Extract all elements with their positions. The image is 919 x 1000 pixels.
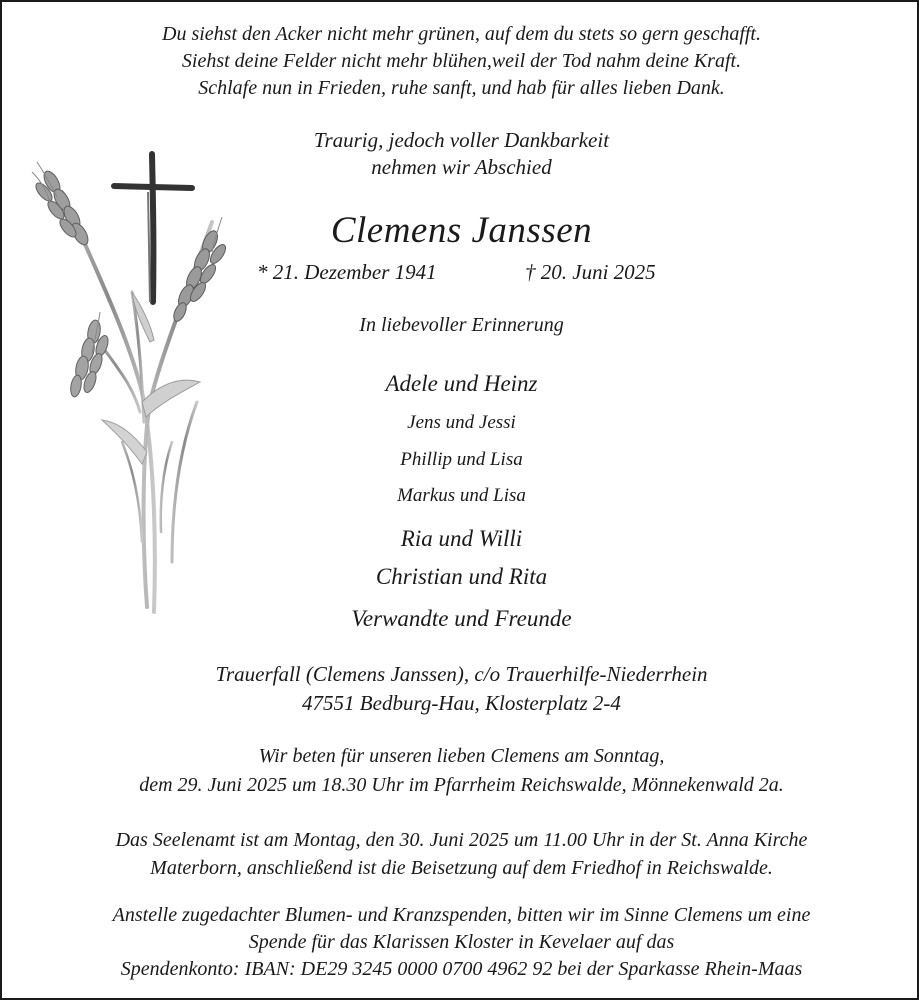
mourner-family-3: Christian und Rita	[375, 564, 548, 589]
requiem-line-1: Das Seelenamt ist am Montag, den 30. Juni 2025 um 11.00 Uhr in der St. Anna Kirche	[115, 829, 808, 851]
poem-line-1: Du siehst den Acker nicht mehr grünen, auf dem du stets so gern geschafft.	[162, 23, 761, 45]
mourner-relatives: Verwandte und Freunde	[351, 606, 572, 631]
deceased-name: Clemens Janssen	[330, 210, 593, 251]
intro-line-1: Traurig, jedoch voller Dankbarkeit	[313, 128, 610, 152]
mourner-family-1-child-3: Markus und Lisa	[397, 485, 526, 506]
memory-line: In liebevoller Erinnerung	[359, 314, 564, 336]
death-date: † 20. Juni 2025	[525, 260, 656, 284]
donation-line-3: Spendenkonto: IBAN: DE29 3245 0000 0700 4962 92 bei der Sparkasse Rhein-Maas	[120, 958, 803, 980]
requiem-line-2: Materborn, anschließend ist die Beisetzung auf dem Friedhof in Reichswalde.	[150, 857, 773, 879]
mourner-family-2: Ria und Willi	[400, 526, 523, 551]
mourner-family-1-child-1: Jens und Jessi	[407, 412, 516, 433]
cross-with-wheat-icon	[22, 142, 232, 622]
prayer-line-1: Wir beten für unseren lieben Clemens am Sonntag,	[258, 745, 665, 767]
donation-line-2: Spende für das Klarissen Kloster in Kevelaer auf das	[248, 931, 675, 953]
address-line-2: 47551 Bedburg-Hau, Klosterplatz 2-4	[302, 691, 621, 715]
mourner-family-1-child-2: Phillip und Lisa	[400, 449, 523, 470]
address-line-1: Trauerfall (Clemens Janssen), c/o Trauerhilfe-Niederrhein	[215, 662, 708, 686]
prayer-line-2: dem 29. Juni 2025 um 18.30 Uhr im Pfarrheim Reichswalde, Mönnekenwald 2a.	[139, 774, 784, 796]
donation-line-1: Anstelle zugedachter Blumen- und Kranzspenden, bitten wir im Sinne Clemens um eine	[112, 904, 811, 926]
poem-line-2: Siehst deine Felder nicht mehr blühen,weil der Tod nahm deine Kraft.	[181, 50, 742, 72]
mourner-family-1: Adele und Heinz	[385, 371, 538, 396]
intro-line-2: nehmen wir Abschied	[371, 155, 552, 179]
poem-line-3: Schlafe nun in Frieden, ruhe sanft, und hab für alles lieben Dank.	[198, 77, 725, 99]
birth-date: * 21. Dezember 1941	[257, 260, 437, 284]
